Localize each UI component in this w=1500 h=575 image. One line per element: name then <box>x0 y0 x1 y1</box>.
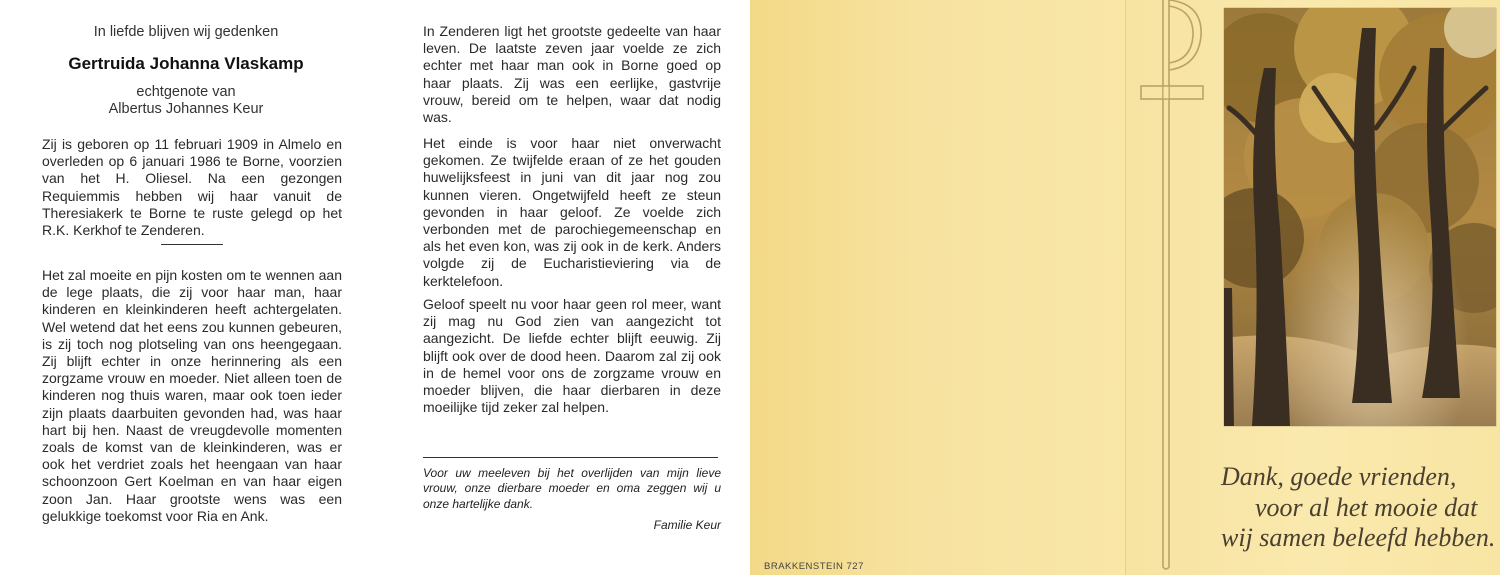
intro-line: In liefde blijven wij gedenken <box>93 24 279 40</box>
memorial-paragraph: Het zal moeite en pijn kosten om te wennen aan de lege plaats, die zij voor haar man, haar kinderen en kleinkinderen heeft achtergelaten. Wel wetend dat het eens zou kunnen gebeuren, is zij toch nog plotseling van ons heengegaan. Zij blijft echter in onze herinnering als een zorgzame vrouw en moeder. Niet alleen toen de kinderen nog thuis waren, maar ook toen ieder zijn plaats daarbuiten gevonden had, was haar hart bij hen. Naast de vreugdevolle momenten zoals de komst van de kleinkinderen, was er ook het verdriet zoals het heengaan van haar schoonzoon Gert Koelman en van haar eigen zoon Jan. Haar grootste wens was een gelukkige toekomst voor Ria en Ank. <box>42 267 342 524</box>
family-signature: Familie Keur <box>653 518 721 532</box>
section-divider <box>161 244 223 245</box>
thanks-divider <box>423 457 718 458</box>
life-paragraph: In Zenderen ligt het grootste gedeelte van haar leven. De laatste zeven jaar voelde ze zich echter met haar man ook in Borne goed op haar plaats. Zij was een eerlijke, gastvrije vrouw, bereid om te helpen, waar dat nodig was. <box>423 23 721 126</box>
biography-paragraph: Zij is geboren op 11 februari 1909 in Almelo en overleden op 6 januari 1986 te Borne, voorzien van het H. Oliesel. Na een gezongen Requiemmis hebben wij haar vanuit de Theresiakerk te Borne te ruste gelegd op het R.K. Kerkhof te Zenderen. <box>42 136 342 239</box>
spouse-label: echtgenote van <box>136 84 236 100</box>
back-cover <box>750 0 1125 575</box>
ending-paragraph: Het einde is voor haar niet onverwacht gekomen. Ze twijfelde eraan of ze het gouden huwelijksfeest in juni van dit jaar nog zou kunnen vieren. Ongetwijfeld heeft ze steun gevonden in haar geloof. Ze voelde zich verbonden met de parochiegemeenschap en als het even kon, was zij ook in de kerk. Anders volgde zij de Eucharistieviering via de kerktelefoon. <box>423 135 721 289</box>
verse-line-1: Dank, goede vrienden, <box>1221 462 1457 491</box>
faith-paragraph: Geloof speelt nu voor haar geen rol meer, want zij mag nu God zien van aangezicht tot aangezicht. De liefde echter blijft eeuwig. Zij blijft ook over de dood heen. Daarom zal zij ook in de hemel voor ons de zorgzame vrouw en moeder blijven, die haar dierbaren in deze moeilijke tijd zeker zal helpen. <box>423 296 721 416</box>
left-text-page <box>0 0 372 575</box>
thanks-text: Voor uw meeleven bij het overlijden van mijn lieve vrouw, onze dierbare moeder en oma zeggen wij u onze hartelijke dank. <box>423 466 721 511</box>
middle-text-page <box>372 0 750 575</box>
verse-line-3: wij samen beleefd hebben. <box>1221 523 1496 552</box>
cover-fold-line <box>1125 0 1126 575</box>
chi-rho-cross-icon <box>1131 0 1211 575</box>
autumn-forest-photo <box>1224 8 1496 426</box>
front-cover <box>1125 0 1500 575</box>
verse-line-2: voor al het mooie dat <box>1255 493 1478 522</box>
publisher-code: BRAKKENSTEIN 727 <box>764 561 864 572</box>
deceased-name: Gertruida Johanna Vlaskamp <box>68 54 304 73</box>
spouse-name: Albertus Johannes Keur <box>108 101 264 117</box>
